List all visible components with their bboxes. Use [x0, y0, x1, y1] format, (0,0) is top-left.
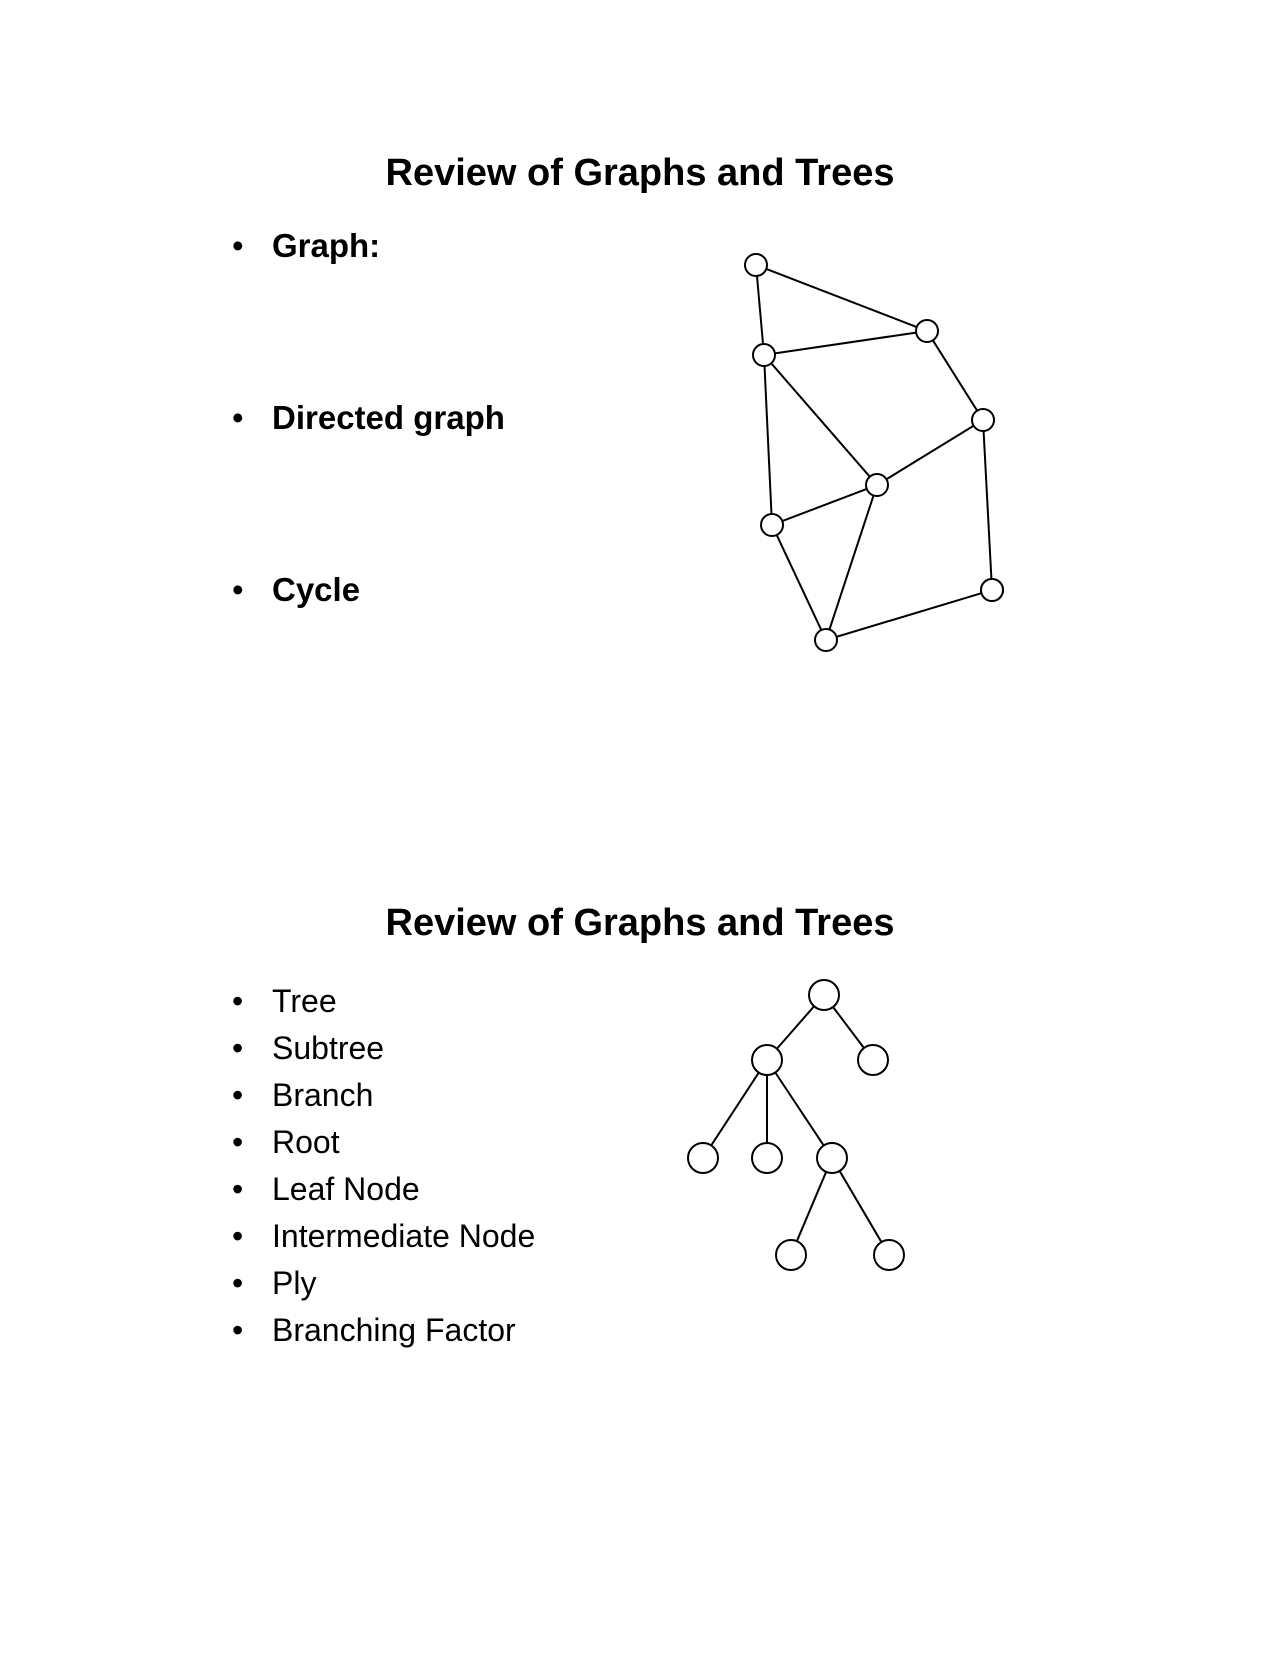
tree-node — [776, 1240, 806, 1270]
tree-edge — [777, 1006, 814, 1048]
graph-edge — [765, 366, 772, 514]
graph-node — [972, 409, 994, 431]
graph-edge — [933, 340, 977, 410]
graph-node — [866, 474, 888, 496]
graph-node — [761, 514, 783, 536]
graph-node — [745, 254, 767, 276]
tree-node — [688, 1143, 718, 1173]
bullet-branch: • Branch — [232, 1072, 535, 1119]
tree-node — [817, 1143, 847, 1173]
graph-edge — [782, 489, 866, 521]
graph-edge — [886, 426, 973, 479]
tree-edge — [775, 1073, 823, 1146]
bullet-subtree: • Subtree — [232, 1025, 535, 1072]
graph-node — [981, 579, 1003, 601]
graph-diagram — [0, 0, 1280, 760]
bullet-root: • Root — [232, 1119, 535, 1166]
bullet-branching-factor: • Branching Factor — [232, 1307, 535, 1354]
tree-node — [809, 980, 839, 1010]
graph-edge — [984, 431, 992, 579]
graph-edge — [757, 276, 763, 344]
graph-edge — [775, 333, 916, 354]
tree-edge — [833, 1007, 864, 1048]
graph-edge — [771, 363, 870, 476]
tree-edge — [840, 1171, 882, 1242]
graph-edge — [766, 269, 916, 327]
graph-node — [916, 320, 938, 342]
tree-node — [858, 1045, 888, 1075]
tree-node — [752, 1143, 782, 1173]
graph-edge — [837, 593, 982, 637]
bullet-intermediate-node: • Intermediate Node — [232, 1213, 535, 1260]
tree-node — [752, 1045, 782, 1075]
tree-node — [874, 1240, 904, 1270]
bullet-leaf-node: • Leaf Node — [232, 1166, 535, 1213]
tree-diagram — [0, 760, 1280, 1656]
slide-title: Review of Graphs and Trees — [385, 152, 895, 194]
bullet-ply: • Ply — [232, 1260, 535, 1307]
bullet-cycle: • Cycle — [232, 570, 505, 610]
graph-edge — [777, 535, 822, 630]
graph-node — [815, 629, 837, 651]
slide-tree-review — [0, 760, 1280, 1656]
slide-title: Review of Graphs and Trees — [385, 902, 895, 944]
graph-edge — [829, 495, 873, 629]
graph-node — [753, 344, 775, 366]
tree-edge — [711, 1073, 759, 1146]
tree-edge — [797, 1172, 826, 1241]
bullet-directed-graph: • Directed graph — [232, 398, 505, 438]
bullet-graph: • Graph: — [232, 226, 505, 266]
bullet-tree: • Tree — [232, 978, 535, 1025]
slide-graph-review — [0, 0, 1280, 760]
